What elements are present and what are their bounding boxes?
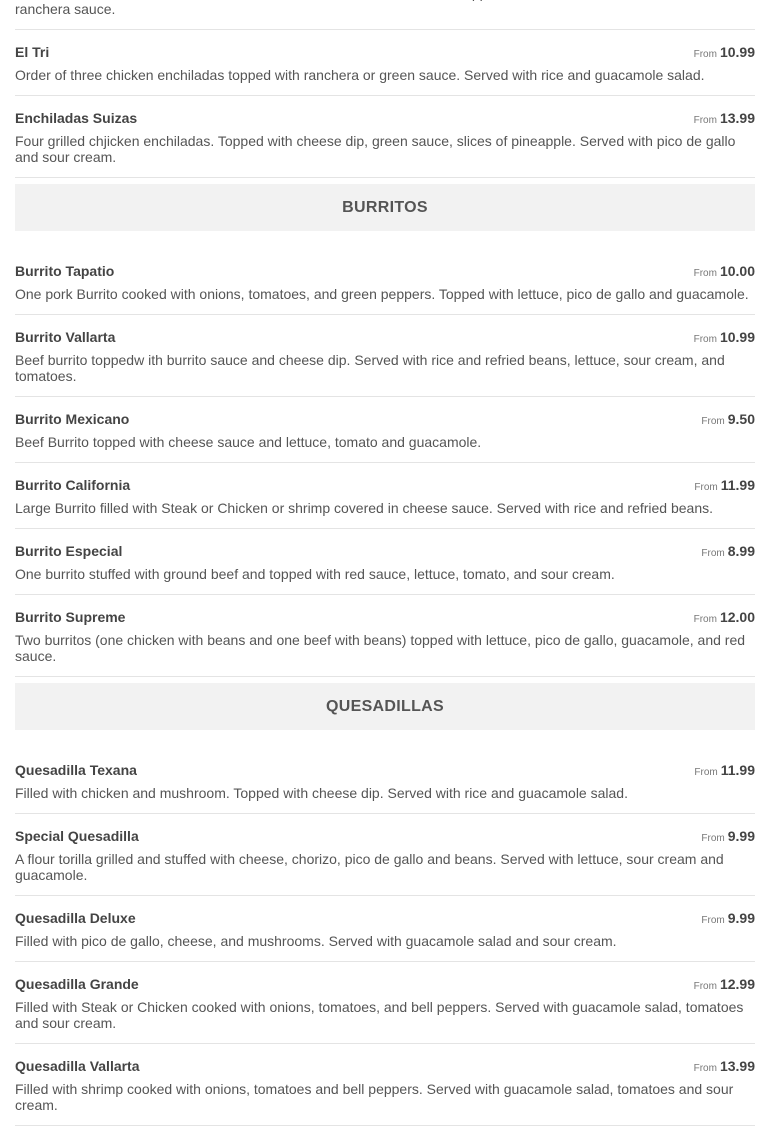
menu-item-price-group <box>694 477 755 495</box>
menu-item-description: Beef Burrito topped with cheese sauce and lettuce, tomato and guacamole. <box>15 434 482 450</box>
menu-item-price-group <box>694 44 755 62</box>
menu-item-name: Burrito Tapatio <box>15 263 115 279</box>
menu-item[interactable] <box>15 0 755 30</box>
menu-item-price: 10.00 <box>719 263 755 279</box>
menu-item-price: 10.99 <box>719 329 755 345</box>
menu-item[interactable] <box>15 529 755 595</box>
price-from-label: From <box>693 49 717 60</box>
menu-item-name: Burrito California <box>15 477 131 493</box>
menu-item[interactable] <box>15 896 755 962</box>
menu-item[interactable] <box>15 814 755 896</box>
menu-item-header <box>15 828 755 846</box>
menu-item-header <box>15 110 755 128</box>
menu-item-price-group <box>694 976 755 994</box>
menu-item-description: Filled with shrimp cooked with onions, tomatoes and bell peppers. Served with guacamole salad, tomatoes and sour cream. <box>15 1081 734 1113</box>
menu-item-description: Large Burrito filled with Steak or Chicken or shrimp covered in cheese sauce. Served with rice and refried beans. <box>15 500 714 516</box>
menu-item-name: Special Quesadilla <box>15 828 139 844</box>
price-from-label: From <box>693 268 717 279</box>
menu-item-description: One burrito stuffed with ground beef and topped with red sauce, lettuce, tomato, and sour cream. <box>15 566 615 582</box>
menu-item[interactable] <box>15 397 755 463</box>
menu-item-price: 9.99 <box>727 910 755 926</box>
menu-item-description: Filled with Steak or Chicken cooked with onions, tomatoes, and bell peppers. Served with guacamole salad, tomatoes and sour cream. <box>15 999 744 1031</box>
menu-item-description: Four grilled chjicken enchiladas. Topped with cheese dip, green sauce, slices of pineapple. Served with pico de gallo and sour cream. <box>15 133 736 165</box>
menu-item-name: Burrito Mexicano <box>15 411 130 427</box>
menu-item-description: Filled with chicken and mushroom. Topped with cheese dip. Served with rice and guacamole salad. <box>15 785 628 801</box>
menu-item-header <box>15 263 755 281</box>
menu-item-price: 12.99 <box>719 976 755 992</box>
menu-item-name: Quesadilla Vallarta <box>15 1058 140 1074</box>
menu-item-description: A flour torilla grilled and stuffed with cheese, chorizo, pico de gallo and beans. Served with lettuce, sour cream and guacamole. <box>15 851 724 883</box>
menu-item[interactable] <box>15 249 755 315</box>
menu-item-price-group <box>694 609 755 627</box>
menu-item-name: Burrito Especial <box>15 543 123 559</box>
menu-item-description: Order of three chicken enchiladas topped with ranchera or green sauce. Served with rice and guacamole salad. <box>15 67 705 83</box>
menu-item-price: 12.00 <box>719 609 755 625</box>
menu-item[interactable] <box>15 1044 755 1126</box>
menu-item[interactable] <box>15 962 755 1044</box>
menu-item-description: ranchera sauce. <box>15 1 116 17</box>
menu-item[interactable] <box>15 463 755 529</box>
menu-item-name: Burrito Vallarta <box>15 329 116 345</box>
price-from-label: From <box>693 981 717 992</box>
menu-item-description: Beef burrito toppedw ith burrito sauce and cheese dip. Served with rice and refried beans, lettuce, sour cream, and tomatoes. <box>15 352 725 384</box>
price-from-label: From <box>693 614 717 625</box>
menu-item-price: 9.50 <box>727 411 755 427</box>
menu-item-description: Filled with pico de gallo, cheese, and mushrooms. Served with guacamole salad and sour cream. <box>15 933 617 949</box>
menu-item-header <box>15 609 755 627</box>
menu-item[interactable] <box>15 595 755 677</box>
menu-item-header <box>15 976 755 994</box>
menu-item-header <box>15 543 755 561</box>
menu-list <box>15 0 755 1126</box>
menu-item-price-group <box>694 110 755 128</box>
menu-item-price: 11.99 <box>720 762 755 778</box>
menu-item-header <box>15 411 755 429</box>
price-from-label: From <box>701 416 725 427</box>
menu-item-price-group <box>701 910 755 928</box>
menu-item-header <box>15 1058 755 1076</box>
menu-item[interactable] <box>15 748 755 814</box>
menu-item-header <box>15 44 755 62</box>
menu-item[interactable] <box>15 315 755 397</box>
menu-item-price: 13.99 <box>719 1058 755 1074</box>
menu-item[interactable] <box>15 30 755 96</box>
section-header-quesadillas: QUESADILLAS <box>15 683 755 730</box>
menu-item-name: El Tri <box>15 44 50 60</box>
menu-item-price: 8.99 <box>727 543 755 559</box>
price-from-label: From <box>701 548 725 559</box>
menu-item-header <box>15 329 755 347</box>
price-from-label: From <box>701 915 725 926</box>
menu-item-price: 11.99 <box>720 477 755 493</box>
price-from-label: From <box>693 1063 717 1074</box>
menu-item-price-group <box>701 828 755 846</box>
menu-item-price-group <box>701 543 755 561</box>
section-header-burritos: BURRITOS <box>15 184 755 231</box>
price-from-label: From <box>694 482 718 493</box>
menu-item-name: Quesadilla Deluxe <box>15 910 136 926</box>
menu-item-name: Burrito Supreme <box>15 609 126 625</box>
menu-item-description: Two burritos (one chicken with beans and one beef with beans) topped with lettuce, pico de gallo, guacamole, and red sauce. <box>15 632 746 664</box>
menu-item-price-group <box>694 329 755 347</box>
menu-item-name: Quesadilla Grande <box>15 976 139 992</box>
menu-item-header <box>15 762 755 780</box>
price-from-label: From <box>693 334 717 345</box>
menu-item-price-group <box>694 762 755 780</box>
menu-item[interactable] <box>15 96 755 178</box>
menu-item-price-group <box>694 263 755 281</box>
menu-item-price: 9.99 <box>727 828 755 844</box>
menu-item-price-group <box>694 1058 755 1076</box>
menu-item-name: Quesadilla Texana <box>15 762 137 778</box>
price-from-label: From <box>694 767 718 778</box>
menu-item-description: One pork Burrito cooked with onions, tomatoes, and green peppers. Topped with lettuce, pico de gallo and guacamole. <box>15 286 749 302</box>
menu-item-header <box>15 477 755 495</box>
menu-item-price: 10.99 <box>719 44 755 60</box>
menu-item-header <box>15 910 755 928</box>
price-from-label: From <box>701 833 725 844</box>
menu-item-name: Enchiladas Suizas <box>15 110 138 126</box>
price-from-label: From <box>693 115 717 126</box>
menu-item-price-group <box>701 411 755 429</box>
menu-item-price: 13.99 <box>719 110 755 126</box>
